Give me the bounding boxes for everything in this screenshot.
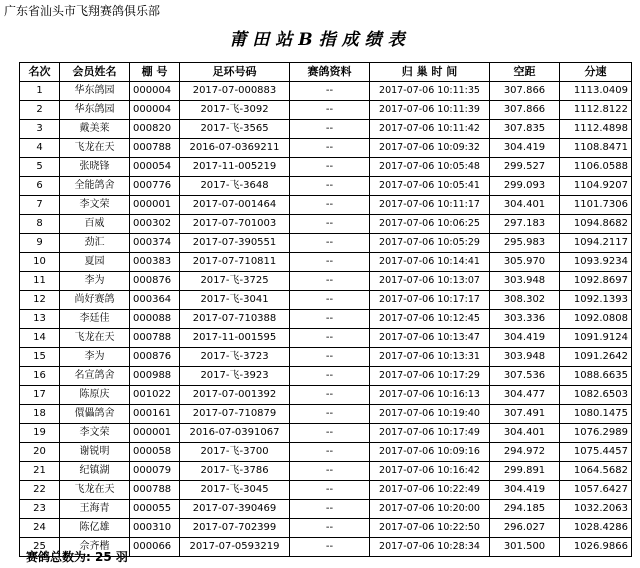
return-time-cell: 2017-07-06 10:11:39 bbox=[370, 101, 490, 120]
ring-number-cell: 2017-07-710879 bbox=[180, 405, 290, 424]
ring-number-cell: 2017-飞-3700 bbox=[180, 443, 290, 462]
rank-cell: 25 bbox=[20, 538, 60, 557]
bird-info-cell: -- bbox=[290, 177, 370, 196]
rank-cell: 16 bbox=[20, 367, 60, 386]
bird-info-cell: -- bbox=[290, 215, 370, 234]
return-time-cell: 2017-07-06 10:13:47 bbox=[370, 329, 490, 348]
loft-number-cell: 000001 bbox=[130, 196, 180, 215]
return-time-cell: 2017-07-06 10:14:41 bbox=[370, 253, 490, 272]
speed-cell: 1032.2063 bbox=[560, 500, 632, 519]
member-name-cell: 儇儡鸽舍 bbox=[60, 405, 130, 424]
loft-number-cell: 000004 bbox=[130, 82, 180, 101]
distance-cell: 303.336 bbox=[490, 310, 560, 329]
rank-cell: 4 bbox=[20, 139, 60, 158]
loft-number-cell: 001022 bbox=[130, 386, 180, 405]
rank-cell: 8 bbox=[20, 215, 60, 234]
speed-cell: 1076.2989 bbox=[560, 424, 632, 443]
speed-cell: 1026.9866 bbox=[560, 538, 632, 557]
bird-info-cell: -- bbox=[290, 443, 370, 462]
results-table bbox=[19, 62, 632, 557]
rank-cell: 2 bbox=[20, 101, 60, 120]
return-time-cell: 2017-07-06 10:17:49 bbox=[370, 424, 490, 443]
loft-number-cell: 000788 bbox=[130, 481, 180, 500]
rank-cell: 11 bbox=[20, 272, 60, 291]
member-name-cell: 李为 bbox=[60, 348, 130, 367]
member-name-cell: 佘齐楷 bbox=[60, 538, 130, 557]
speed-cell: 1113.0409 bbox=[560, 82, 632, 101]
club-name: 广东省汕头市飞翔赛鸽俱乐部 bbox=[4, 4, 161, 18]
loft-number-cell: 000058 bbox=[130, 443, 180, 462]
rank-cell: 17 bbox=[20, 386, 60, 405]
member-name-cell: 华东鸽园 bbox=[60, 82, 130, 101]
return-time-cell: 2017-07-06 10:05:29 bbox=[370, 234, 490, 253]
rank-cell: 13 bbox=[20, 310, 60, 329]
loft-number-cell: 000988 bbox=[130, 367, 180, 386]
member-name-cell: 谢锐明 bbox=[60, 443, 130, 462]
report-title: 莆田站B指成绩表 bbox=[229, 30, 411, 50]
member-name-cell: 名宣鸽舍 bbox=[60, 367, 130, 386]
rank-cell: 12 bbox=[20, 291, 60, 310]
member-name-cell: 劲汇 bbox=[60, 234, 130, 253]
loft-number-cell: 000001 bbox=[130, 424, 180, 443]
table-row bbox=[20, 177, 632, 196]
distance-cell: 296.027 bbox=[490, 519, 560, 538]
rank-cell: 24 bbox=[20, 519, 60, 538]
table-row bbox=[20, 500, 632, 519]
bird-info-cell: -- bbox=[290, 82, 370, 101]
return-time-cell: 2017-07-06 10:19:40 bbox=[370, 405, 490, 424]
distance-cell: 299.527 bbox=[490, 158, 560, 177]
rank-cell: 23 bbox=[20, 500, 60, 519]
column-header-distance: 空距 bbox=[490, 63, 560, 82]
ring-number-cell: 2017-飞-3565 bbox=[180, 120, 290, 139]
member-name-cell: 夏园 bbox=[60, 253, 130, 272]
bird-info-cell: -- bbox=[290, 367, 370, 386]
ring-number-cell: 2017-07-702399 bbox=[180, 519, 290, 538]
table-row bbox=[20, 310, 632, 329]
bird-info-cell: -- bbox=[290, 424, 370, 443]
column-header-return-time: 归 巢 时 间 bbox=[370, 63, 490, 82]
column-header-speed: 分速 bbox=[560, 63, 632, 82]
rank-cell: 21 bbox=[20, 462, 60, 481]
member-name-cell: 张晓锋 bbox=[60, 158, 130, 177]
distance-cell: 304.401 bbox=[490, 424, 560, 443]
loft-number-cell: 000088 bbox=[130, 310, 180, 329]
member-name-cell: 飞龙在天 bbox=[60, 481, 130, 500]
table-row bbox=[20, 386, 632, 405]
return-time-cell: 2017-07-06 10:06:25 bbox=[370, 215, 490, 234]
member-name-cell: 李为 bbox=[60, 272, 130, 291]
total-birds-count: 赛鸽总数为: 25 羽 bbox=[26, 550, 128, 564]
rank-cell: 9 bbox=[20, 234, 60, 253]
bird-info-cell: -- bbox=[290, 139, 370, 158]
member-name-cell: 纪镇湖 bbox=[60, 462, 130, 481]
loft-number-cell: 000788 bbox=[130, 329, 180, 348]
table-row bbox=[20, 291, 632, 310]
ring-number-cell: 2017-飞-3786 bbox=[180, 462, 290, 481]
distance-cell: 299.093 bbox=[490, 177, 560, 196]
ring-number-cell: 2017-07-000883 bbox=[180, 82, 290, 101]
column-header-member-name: 会员姓名 bbox=[60, 63, 130, 82]
table-row bbox=[20, 215, 632, 234]
return-time-cell: 2017-07-06 10:09:32 bbox=[370, 139, 490, 158]
rank-cell: 6 bbox=[20, 177, 60, 196]
return-time-cell: 2017-07-06 10:05:48 bbox=[370, 158, 490, 177]
ring-number-cell: 2017-07-710811 bbox=[180, 253, 290, 272]
ring-number-cell: 2017-飞-3648 bbox=[180, 177, 290, 196]
column-header-bird-info: 赛鸽资料 bbox=[290, 63, 370, 82]
header-row bbox=[20, 63, 632, 82]
table-row bbox=[20, 481, 632, 500]
table-row bbox=[20, 443, 632, 462]
table-row bbox=[20, 196, 632, 215]
bird-info-cell: -- bbox=[290, 348, 370, 367]
table-row bbox=[20, 348, 632, 367]
distance-cell: 304.419 bbox=[490, 139, 560, 158]
ring-number-cell: 2017-07-390469 bbox=[180, 500, 290, 519]
bird-info-cell: -- bbox=[290, 386, 370, 405]
return-time-cell: 2017-07-06 10:17:17 bbox=[370, 291, 490, 310]
loft-number-cell: 000788 bbox=[130, 139, 180, 158]
bird-info-cell: -- bbox=[290, 538, 370, 557]
rank-cell: 15 bbox=[20, 348, 60, 367]
ring-number-cell: 2016-07-0369211 bbox=[180, 139, 290, 158]
return-time-cell: 2017-07-06 10:17:29 bbox=[370, 367, 490, 386]
table-header bbox=[20, 63, 632, 82]
distance-cell: 294.972 bbox=[490, 443, 560, 462]
member-name-cell: 华东鸽园 bbox=[60, 101, 130, 120]
speed-cell: 1092.1393 bbox=[560, 291, 632, 310]
bird-info-cell: -- bbox=[290, 462, 370, 481]
speed-cell: 1094.8682 bbox=[560, 215, 632, 234]
distance-cell: 307.866 bbox=[490, 82, 560, 101]
loft-number-cell: 000310 bbox=[130, 519, 180, 538]
ring-number-cell: 2017-11-001595 bbox=[180, 329, 290, 348]
table-row bbox=[20, 101, 632, 120]
table-row bbox=[20, 158, 632, 177]
return-time-cell: 2017-07-06 10:16:13 bbox=[370, 386, 490, 405]
ring-number-cell: 2017-飞-3723 bbox=[180, 348, 290, 367]
return-time-cell: 2017-07-06 10:16:42 bbox=[370, 462, 490, 481]
column-header-loft-number: 棚 号 bbox=[130, 63, 180, 82]
speed-cell: 1101.7306 bbox=[560, 196, 632, 215]
table-body bbox=[20, 82, 632, 557]
distance-cell: 294.185 bbox=[490, 500, 560, 519]
return-time-cell: 2017-07-06 10:20:00 bbox=[370, 500, 490, 519]
rank-cell: 1 bbox=[20, 82, 60, 101]
return-time-cell: 2017-07-06 10:11:35 bbox=[370, 82, 490, 101]
distance-cell: 307.866 bbox=[490, 101, 560, 120]
return-time-cell: 2017-07-06 10:13:07 bbox=[370, 272, 490, 291]
return-time-cell: 2017-07-06 10:11:42 bbox=[370, 120, 490, 139]
return-time-cell: 2017-07-06 10:12:45 bbox=[370, 310, 490, 329]
return-time-cell: 2017-07-06 10:13:31 bbox=[370, 348, 490, 367]
member-name-cell: 王海青 bbox=[60, 500, 130, 519]
table-row bbox=[20, 139, 632, 158]
speed-cell: 1075.4457 bbox=[560, 443, 632, 462]
member-name-cell: 飞龙在天 bbox=[60, 139, 130, 158]
loft-number-cell: 000161 bbox=[130, 405, 180, 424]
speed-cell: 1112.4898 bbox=[560, 120, 632, 139]
member-name-cell: 陈亿雄 bbox=[60, 519, 130, 538]
bird-info-cell: -- bbox=[290, 500, 370, 519]
table-row bbox=[20, 519, 632, 538]
table-row bbox=[20, 329, 632, 348]
ring-number-cell: 2017-飞-3923 bbox=[180, 367, 290, 386]
speed-cell: 1106.0588 bbox=[560, 158, 632, 177]
table-row bbox=[20, 462, 632, 481]
rank-cell: 14 bbox=[20, 329, 60, 348]
loft-number-cell: 000383 bbox=[130, 253, 180, 272]
loft-number-cell: 000876 bbox=[130, 348, 180, 367]
loft-number-cell: 000820 bbox=[130, 120, 180, 139]
bird-info-cell: -- bbox=[290, 519, 370, 538]
loft-number-cell: 000066 bbox=[130, 538, 180, 557]
speed-cell: 1091.2642 bbox=[560, 348, 632, 367]
distance-cell: 295.983 bbox=[490, 234, 560, 253]
distance-cell: 307.835 bbox=[490, 120, 560, 139]
loft-number-cell: 000876 bbox=[130, 272, 180, 291]
ring-number-cell: 2016-07-0391067 bbox=[180, 424, 290, 443]
ring-number-cell: 2017-07-001392 bbox=[180, 386, 290, 405]
column-header-ring-number: 足环号码 bbox=[180, 63, 290, 82]
distance-cell: 307.536 bbox=[490, 367, 560, 386]
distance-cell: 301.500 bbox=[490, 538, 560, 557]
rank-cell: 3 bbox=[20, 120, 60, 139]
distance-cell: 297.183 bbox=[490, 215, 560, 234]
distance-cell: 304.477 bbox=[490, 386, 560, 405]
ring-number-cell: 2017-07-390551 bbox=[180, 234, 290, 253]
table-row bbox=[20, 272, 632, 291]
member-name-cell: 戴美莱 bbox=[60, 120, 130, 139]
speed-cell: 1104.9207 bbox=[560, 177, 632, 196]
bird-info-cell: -- bbox=[290, 234, 370, 253]
distance-cell: 304.419 bbox=[490, 481, 560, 500]
speed-cell: 1028.4286 bbox=[560, 519, 632, 538]
table-row bbox=[20, 253, 632, 272]
table-row bbox=[20, 82, 632, 101]
distance-cell: 304.419 bbox=[490, 329, 560, 348]
ring-number-cell: 2017-飞-3045 bbox=[180, 481, 290, 500]
distance-cell: 303.948 bbox=[490, 272, 560, 291]
return-time-cell: 2017-07-06 10:22:50 bbox=[370, 519, 490, 538]
table-row bbox=[20, 367, 632, 386]
ring-number-cell: 2017-11-005219 bbox=[180, 158, 290, 177]
speed-cell: 1082.6503 bbox=[560, 386, 632, 405]
speed-cell: 1080.1475 bbox=[560, 405, 632, 424]
ring-number-cell: 2017-07-0593219 bbox=[180, 538, 290, 557]
rank-cell: 5 bbox=[20, 158, 60, 177]
ring-number-cell: 2017-07-710388 bbox=[180, 310, 290, 329]
return-time-cell: 2017-07-06 10:05:41 bbox=[370, 177, 490, 196]
bird-info-cell: -- bbox=[290, 196, 370, 215]
distance-cell: 299.891 bbox=[490, 462, 560, 481]
bird-info-cell: -- bbox=[290, 310, 370, 329]
return-time-cell: 2017-07-06 10:28:34 bbox=[370, 538, 490, 557]
loft-number-cell: 000054 bbox=[130, 158, 180, 177]
speed-cell: 1093.9234 bbox=[560, 253, 632, 272]
ring-number-cell: 2017-飞-3092 bbox=[180, 101, 290, 120]
loft-number-cell: 000302 bbox=[130, 215, 180, 234]
distance-cell: 305.970 bbox=[490, 253, 560, 272]
rank-cell: 7 bbox=[20, 196, 60, 215]
speed-cell: 1057.6427 bbox=[560, 481, 632, 500]
member-name-cell: 李廷佳 bbox=[60, 310, 130, 329]
speed-cell: 1112.8122 bbox=[560, 101, 632, 120]
bird-info-cell: -- bbox=[290, 481, 370, 500]
table-row bbox=[20, 405, 632, 424]
return-time-cell: 2017-07-06 10:11:17 bbox=[370, 196, 490, 215]
rank-cell: 19 bbox=[20, 424, 60, 443]
rank-cell: 10 bbox=[20, 253, 60, 272]
bird-info-cell: -- bbox=[290, 253, 370, 272]
column-header-rank: 名次 bbox=[20, 63, 60, 82]
speed-cell: 1088.6635 bbox=[560, 367, 632, 386]
ring-number-cell: 2017-07-001464 bbox=[180, 196, 290, 215]
speed-cell: 1091.9124 bbox=[560, 329, 632, 348]
member-name-cell: 全能鸽舍 bbox=[60, 177, 130, 196]
return-time-cell: 2017-07-06 10:22:49 bbox=[370, 481, 490, 500]
speed-cell: 1092.8697 bbox=[560, 272, 632, 291]
loft-number-cell: 000079 bbox=[130, 462, 180, 481]
loft-number-cell: 000374 bbox=[130, 234, 180, 253]
distance-cell: 303.948 bbox=[490, 348, 560, 367]
speed-cell: 1064.5682 bbox=[560, 462, 632, 481]
distance-cell: 308.302 bbox=[490, 291, 560, 310]
table-row bbox=[20, 424, 632, 443]
ring-number-cell: 2017-飞-3041 bbox=[180, 291, 290, 310]
rank-cell: 20 bbox=[20, 443, 60, 462]
bird-info-cell: -- bbox=[290, 158, 370, 177]
member-name-cell: 尚好赛鸽 bbox=[60, 291, 130, 310]
bird-info-cell: -- bbox=[290, 272, 370, 291]
member-name-cell: 百威 bbox=[60, 215, 130, 234]
bird-info-cell: -- bbox=[290, 291, 370, 310]
distance-cell: 307.491 bbox=[490, 405, 560, 424]
loft-number-cell: 000364 bbox=[130, 291, 180, 310]
speed-cell: 1108.8471 bbox=[560, 139, 632, 158]
loft-number-cell: 000776 bbox=[130, 177, 180, 196]
speed-cell: 1094.2117 bbox=[560, 234, 632, 253]
speed-cell: 1092.0808 bbox=[560, 310, 632, 329]
member-name-cell: 李文荣 bbox=[60, 196, 130, 215]
loft-number-cell: 000055 bbox=[130, 500, 180, 519]
rank-cell: 22 bbox=[20, 481, 60, 500]
bird-info-cell: -- bbox=[290, 120, 370, 139]
distance-cell: 304.401 bbox=[490, 196, 560, 215]
rank-cell: 18 bbox=[20, 405, 60, 424]
return-time-cell: 2017-07-06 10:09:16 bbox=[370, 443, 490, 462]
member-name-cell: 陈原庆 bbox=[60, 386, 130, 405]
ring-number-cell: 2017-07-701003 bbox=[180, 215, 290, 234]
bird-info-cell: -- bbox=[290, 405, 370, 424]
bird-info-cell: -- bbox=[290, 329, 370, 348]
ring-number-cell: 2017-飞-3725 bbox=[180, 272, 290, 291]
bird-info-cell: -- bbox=[290, 101, 370, 120]
table-row bbox=[20, 120, 632, 139]
table-row bbox=[20, 234, 632, 253]
member-name-cell: 李文荣 bbox=[60, 424, 130, 443]
loft-number-cell: 000004 bbox=[130, 101, 180, 120]
member-name-cell: 飞龙在天 bbox=[60, 329, 130, 348]
